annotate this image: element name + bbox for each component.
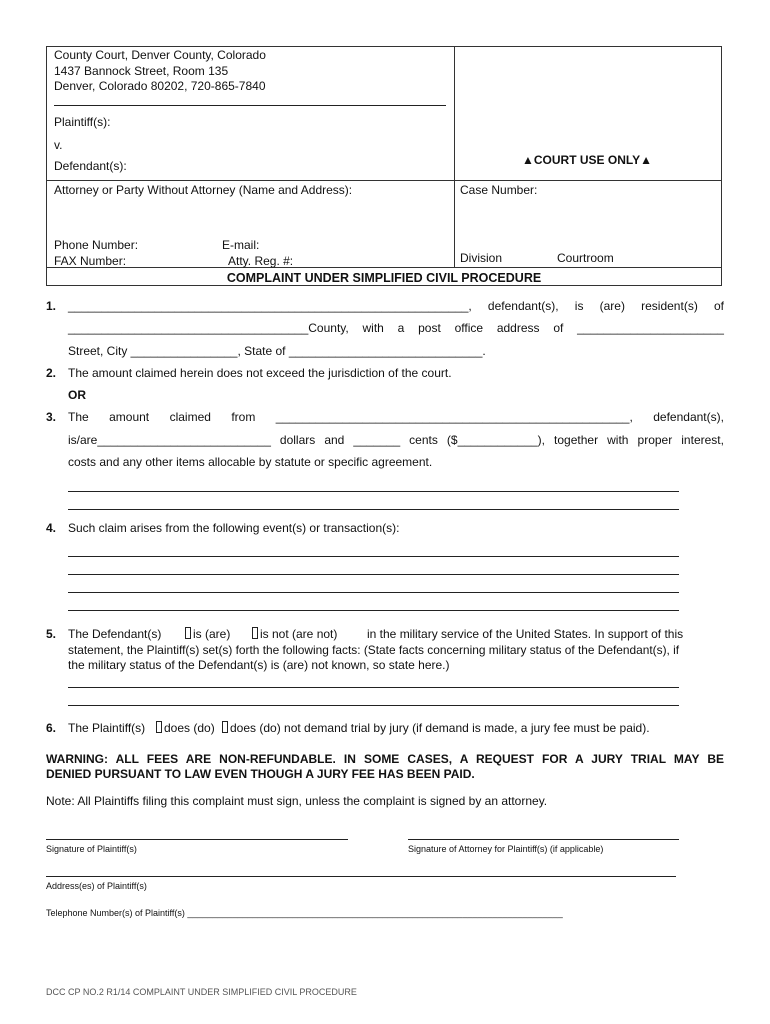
fax-label: FAX Number: bbox=[54, 254, 127, 268]
text: of bbox=[553, 321, 564, 335]
no-jury-label: does (do) not demand trial by jury (if demand is made, a jury fee must be paid). bbox=[230, 721, 650, 735]
amount-blank: ($____________), bbox=[446, 433, 545, 447]
is-not-military-label: is not (are not) bbox=[260, 627, 338, 641]
text: from bbox=[231, 410, 256, 424]
item-5-line-3: the military status of the Defendant(s) is (are) not known, so state here.) bbox=[68, 658, 450, 672]
is-military-checkbox[interactable] bbox=[185, 627, 191, 639]
plaintiff-signature-label: Signature of Plaintiff(s) bbox=[46, 844, 137, 854]
text: defendant(s), bbox=[653, 410, 724, 424]
text: interest, bbox=[681, 433, 724, 447]
division-label: Division bbox=[460, 251, 503, 265]
item-4-write-line-2[interactable] bbox=[68, 574, 679, 575]
text: resident(s) bbox=[641, 299, 698, 313]
item-4-write-line-4[interactable] bbox=[68, 610, 679, 611]
item-5-write-line-2[interactable] bbox=[68, 705, 679, 706]
address-label: Address(es) of Plaintiff(s) bbox=[46, 881, 147, 891]
case-number-label: Case Number: bbox=[460, 183, 538, 197]
text: dollars bbox=[279, 433, 316, 447]
atty-reg-label: Atty. Reg. #: bbox=[228, 254, 294, 268]
versus-label: v. bbox=[54, 138, 63, 152]
text: with bbox=[362, 321, 384, 335]
caption-vertical-divider bbox=[454, 46, 455, 268]
dollars-blank: is/are__________________________ bbox=[68, 433, 271, 447]
demand-jury-checkbox[interactable] bbox=[156, 721, 162, 733]
court-use-only: ▲COURT USE ONLY▲ bbox=[522, 153, 652, 167]
item-5-write-line-1[interactable] bbox=[68, 687, 679, 688]
is-military-label: is (are) bbox=[193, 627, 231, 641]
caption-divider-2 bbox=[46, 267, 722, 268]
court-line-3: Denver, Colorado 80202, 720-865-7840 bbox=[54, 79, 266, 93]
phone-label: Phone Number: bbox=[54, 238, 139, 252]
item-5-number: 5. bbox=[46, 627, 57, 641]
note-text: Note: All Plaintiffs filing this complaint must sign, unless the complaint is signed by an attorney. bbox=[46, 794, 548, 808]
item-3-number: 3. bbox=[46, 410, 57, 424]
item-2-text: The amount claimed herein does not exceed the jurisdiction of the court. bbox=[68, 366, 452, 380]
text: amount bbox=[109, 410, 150, 424]
item-4-number: 4. bbox=[46, 521, 57, 535]
courtroom-label: Courtroom bbox=[557, 251, 614, 265]
cents-blank: _______ bbox=[353, 433, 401, 447]
demand-jury-label: does (do) bbox=[164, 721, 215, 735]
item-1-line-1 bbox=[68, 299, 724, 313]
item-3-write-line-2[interactable] bbox=[68, 509, 679, 510]
address-line[interactable] bbox=[46, 876, 676, 877]
text: with bbox=[607, 433, 629, 447]
item-3-line-1 bbox=[68, 410, 724, 424]
text: post bbox=[418, 321, 441, 335]
item-6-number: 6. bbox=[46, 721, 57, 735]
item-5-line-2: statement, the Plaintiff(s) set(s) forth the following facts: (State facts concerning military status of the Defendant(s), if bbox=[68, 643, 680, 657]
warning-line-1: WARNING: ALL FEES ARE NON-REFUNDABLE. IN SOME CASES, A REQUEST FOR A JURY TRIAL MAY BE bbox=[46, 752, 724, 766]
attorney-signature-label: Signature of Attorney for Plaintiff(s) (if applicable) bbox=[408, 844, 604, 854]
no-jury-checkbox[interactable] bbox=[222, 721, 228, 733]
court-line-1: County Court, Denver County, Colorado bbox=[54, 48, 266, 62]
court-line-2: 1437 Bannock Street, Room 135 bbox=[54, 64, 229, 78]
item-3-write-line-1[interactable] bbox=[68, 491, 679, 492]
item-1-number: 1. bbox=[46, 299, 57, 313]
item-3-line-2 bbox=[68, 433, 724, 447]
email-label: E-mail: bbox=[222, 238, 260, 252]
text: defendant(s), bbox=[487, 299, 559, 313]
text: is bbox=[574, 299, 584, 313]
item-2-number: 2. bbox=[46, 366, 57, 380]
text: The bbox=[68, 410, 89, 424]
item-1-line-2 bbox=[68, 321, 724, 335]
item-6-lead: The Plaintiff(s) bbox=[68, 721, 146, 735]
claimed-from-blank: _____________________________________________________, bbox=[275, 410, 633, 424]
warning-line-2: DENIED PURSUANT TO LAW EVEN THOUGH A JURY FEE HAS BEEN PAID. bbox=[46, 767, 475, 781]
document-title: COMPLAINT UNDER SIMPLIFIED CIVIL PROCEDURE bbox=[226, 271, 542, 285]
item-5-line-1-rest: in the military service of the United States. In support of this bbox=[367, 627, 684, 641]
text: address bbox=[496, 321, 540, 335]
text: (are) bbox=[599, 299, 625, 313]
text: office bbox=[454, 321, 484, 335]
item-1-line-3: Street, City ________________, State of _____________________________. bbox=[68, 344, 486, 358]
defendant-name-blank: ____________________________________________________________, bbox=[68, 299, 472, 313]
attorney-label: Attorney or Party Without Attorney (Name and Address): bbox=[54, 183, 353, 197]
or-label: OR bbox=[68, 388, 86, 402]
plaintiff-signature-line[interactable] bbox=[46, 839, 348, 840]
text: and bbox=[324, 433, 345, 447]
form-footer: DCC CP NO.2 R1/14 COMPLAINT UNDER SIMPLIFIED CIVIL PROCEDURE bbox=[46, 987, 357, 997]
is-not-military-checkbox[interactable] bbox=[252, 627, 258, 639]
item-5-lead: The Defendant(s) bbox=[68, 627, 162, 641]
item-4-text: Such claim arises from the following event(s) or transaction(s): bbox=[68, 521, 400, 535]
text: of bbox=[713, 299, 724, 313]
county-blank: ____________________________________County, bbox=[68, 321, 349, 335]
caption-divider-1 bbox=[46, 180, 722, 181]
text: proper bbox=[637, 433, 673, 447]
defendants-label: Defendant(s): bbox=[54, 159, 127, 173]
text: together bbox=[554, 433, 599, 447]
text: claimed bbox=[169, 410, 211, 424]
item-4-write-line-3[interactable] bbox=[68, 592, 679, 593]
post-office-address-blank: ______________________ bbox=[577, 321, 724, 335]
telephone-label: Telephone Number(s) of Plaintiff(s) ___________________________________________________________________________ bbox=[46, 908, 563, 918]
plaintiffs-label: Plaintiff(s): bbox=[54, 115, 111, 129]
item-4-write-line-1[interactable] bbox=[68, 556, 679, 557]
attorney-signature-line[interactable] bbox=[408, 839, 679, 840]
item-3-line-3: costs and any other items allocable by statute or specific agreement. bbox=[68, 455, 433, 469]
text: a bbox=[397, 321, 405, 335]
text: cents bbox=[409, 433, 438, 447]
court-separator bbox=[54, 105, 446, 106]
